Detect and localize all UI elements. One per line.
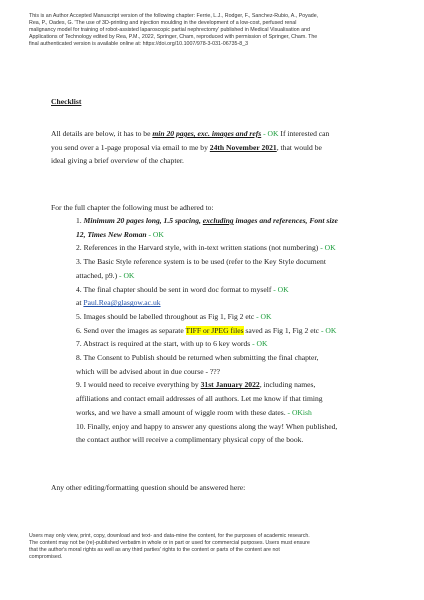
copyright-header (29, 13, 401, 48)
intro-text: you send over a 1-page proposal via email to me by (51, 142, 210, 152)
item-text: saved as Fig 1, Fig 2 etc (243, 325, 320, 335)
ok-status: - OK (254, 311, 272, 321)
ok-status: - OK (117, 270, 135, 280)
item-text: 12, Times New Roman (76, 229, 147, 239)
list-item (76, 378, 401, 392)
submission-deadline: 31st January 2022 (200, 380, 260, 390)
ok-status: - OK (261, 129, 279, 138)
ok-status: - OK (318, 243, 336, 253)
item-text: excluding (202, 216, 234, 225)
list-item: 10. Finally, enjoy and happy to answer any questions along the way! When published, (76, 421, 338, 431)
list-item (76, 228, 401, 242)
header-line: final authenticated version is available online at: https://doi.org/10.1007/978-3-031-06735-8_3 (29, 41, 249, 47)
requirements-lead: For the full chapter the following must be adhered to: (51, 203, 214, 212)
list-item (76, 324, 401, 338)
intro-paragraph (51, 127, 401, 168)
item-text: images and references, Font size (233, 216, 338, 225)
page-requirement: min 20 pages, exc. images and refs (152, 129, 262, 138)
footer-line: Users may only view, print, copy, download and text- and data-mine the content, for the purposes of academic research. (29, 533, 310, 539)
item-text: 5. Images should be labelled throughout as Fig 1, Fig 2 etc (76, 311, 255, 321)
item-text: at (76, 298, 84, 308)
intro-text: If interested can (278, 129, 330, 138)
ok-status: - OK (271, 284, 289, 294)
item-text: 9. I would need to receive everything by (76, 380, 201, 390)
item-text: , including names, (259, 380, 316, 390)
header-line: Applications of Technology edited by Rea, P.M., 2022, Springer, Cham, reproduced with permission of Springer, Cham. The (29, 34, 318, 40)
item-text: attached, p9.) (76, 270, 118, 280)
item-number: 1. (76, 216, 84, 225)
list-item (76, 214, 401, 228)
ok-status: - OK (250, 339, 268, 349)
list-item: 3. The Basic Style reference system is to be used (refer to the Key Style document (76, 257, 326, 267)
list-item: 8. The Consent to Publish should be returned when submitting the final chapter, (76, 353, 319, 363)
checklist-heading: Checklist (51, 97, 82, 106)
list-item: affiliations and contact email addresses of all authors. Let me know if that timing (76, 394, 323, 404)
list-item: the contact author will receive a complimentary physical copy of the book. (76, 435, 304, 445)
header-line: Rea, P., Oades, G. 'The use of 3D-printing and injection moulding in the development of a low-cost, perfused renal (29, 20, 297, 26)
email-link[interactable]: Paul.Rea@glasgow.ac.uk (83, 298, 161, 308)
footer-line: The content may not be (re)-published verbatim in whole or in part or used for commercial purposes. Users must ensure (29, 540, 310, 546)
intro-text: ideal giving a brief overview of the chapter. (51, 156, 184, 165)
list-item (76, 296, 401, 310)
ok-status: - OK (319, 325, 337, 335)
list-item (76, 269, 401, 283)
item-text: 7. Abstract is required at the start, with up to 6 key words (76, 339, 251, 349)
item-text: 6. Send over the images as separate (76, 325, 186, 335)
header-line: This is an Author Accepted Manuscript version of the following chapter: Ferrie, L.J., Rodger, F., Sanchez-Rubio, A., Poyade, (29, 13, 319, 19)
header-line: malignancy model for training of robot-assisted laparoscopic partial nephrectomy' published in Medical Visualisation and (29, 27, 310, 33)
list-item (76, 283, 401, 297)
list-item (76, 310, 401, 324)
highlighted-text: TIFF or JPEG files (185, 325, 244, 335)
item-text: works, and we have a small amount of wiggle room with these dates. (76, 407, 286, 417)
requirements-list (76, 214, 401, 447)
usage-footer (29, 533, 401, 561)
footer-line: compromised. (29, 554, 63, 560)
list-item: which will be advised about in due course - ??? (76, 366, 221, 376)
ok-status: - OK (146, 229, 164, 239)
item-text: 2. References in the Harvard style, with in-text written stations (not numbering) (76, 243, 319, 253)
item-text: 4. The final chapter should be sent in word doc format to myself (76, 284, 272, 294)
list-item (76, 337, 401, 351)
proposal-deadline: 24th November 2021 (209, 142, 277, 152)
intro-text: All details are below, it has to be (51, 129, 153, 138)
footer-line: that the author's moral rights as well as any third parties' rights to the content or parts of the content are not (29, 547, 280, 553)
intro-text: , that would be (276, 142, 322, 152)
list-item (76, 241, 401, 255)
item-text: Minimum 20 pages long, 1.5 spacing, (83, 216, 203, 225)
ok-status: - OKish (285, 407, 312, 417)
list-item (76, 406, 401, 420)
other-questions: Any other editing/formatting question should be answered here: (51, 483, 246, 492)
